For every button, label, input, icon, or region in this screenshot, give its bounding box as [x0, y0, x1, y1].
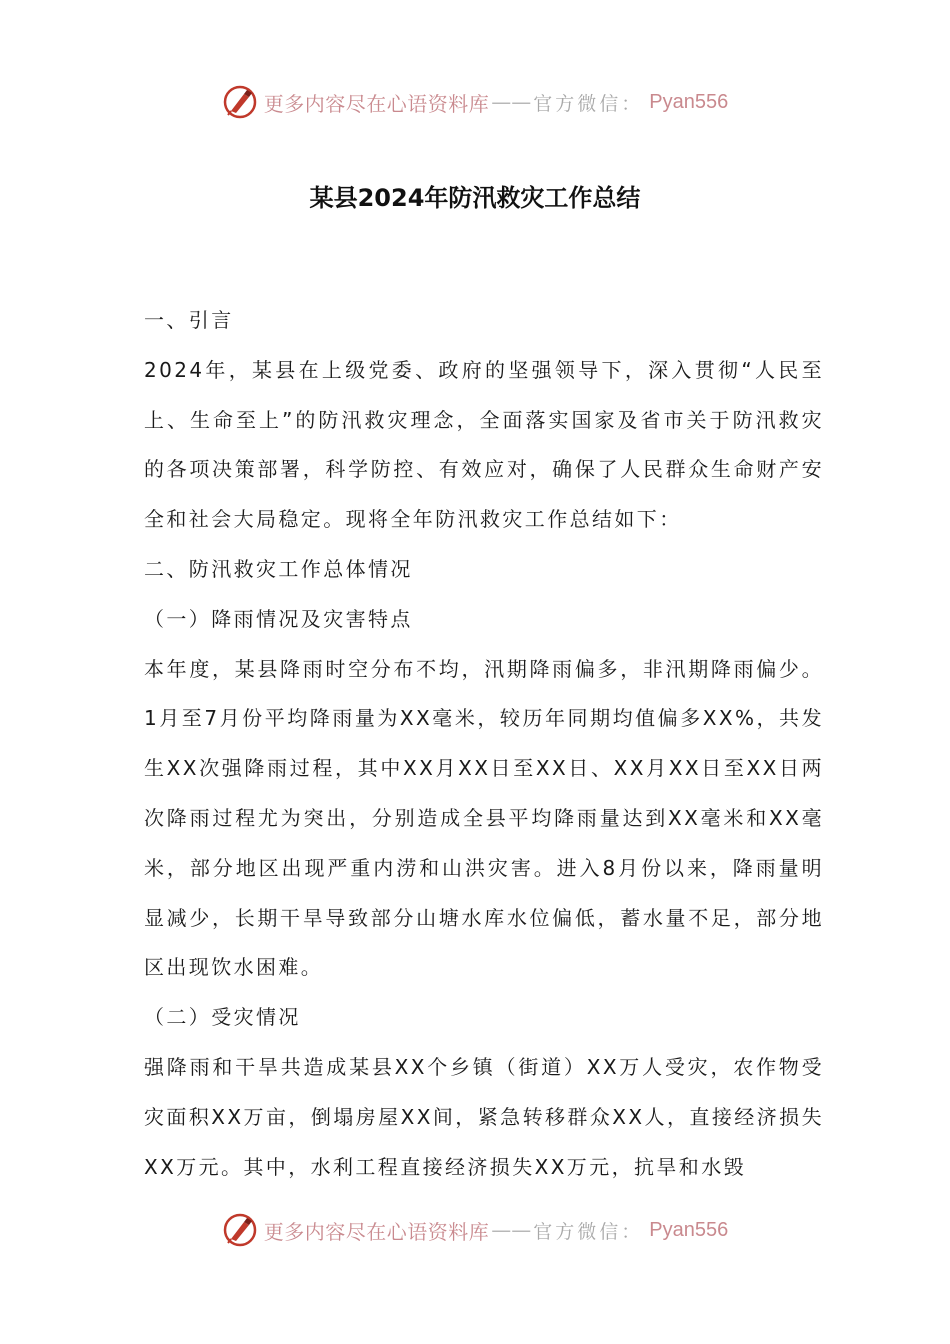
- banner-wechat-label: 官方微信：: [533, 92, 644, 115]
- banner-separator: ——: [491, 1218, 532, 1242]
- banner-brand-text: 更多内容尽在心语资料库: [263, 1219, 490, 1244]
- banner-wechat-id: Pyan556: [649, 90, 729, 113]
- document-body: [144, 296, 824, 1192]
- banner-wechat-id: Pyan556: [649, 1218, 729, 1241]
- banner-separator: ——: [491, 90, 532, 114]
- footer-watermark-banner: [0, 1210, 950, 1250]
- paragraph-damage: 强降雨和干旱共造成某县XX个乡镇（街道）XX万人受灾，农作物受灾面积XX万亩，倒塌房屋XX间，紧急转移群众XX人，直接经济损失XX万元。其中，水利工程直接经济损失XX万元，抗旱和水毁: [144, 1054, 824, 1179]
- pen-nib-logo-icon: [222, 1212, 258, 1248]
- header-watermark-banner: [0, 82, 950, 122]
- banner-brand-text: 更多内容尽在心语资料库: [263, 91, 490, 116]
- paragraph-rainfall: 本年度，某县降雨时空分布不均，汛期降雨偏多，非汛期降雨偏少。1月至7月份平均降雨量为XX毫米，较历年同期均值偏多XX%，共发生XX次强降雨过程，其中XX月XX日至XX日、XX月XX日至XX日两次降雨过程尤为突出，分别造成全县平均降雨量达到XX毫米和XX毫米，部分地区出现严重内涝和山洪灾害。进入8月份以来，降雨量明显减少，长期干旱导致部分山塘水库水位偏低，蓄水量不足，部分地区出现饮水困难。: [144, 656, 824, 980]
- subsection-heading-damage: （二）受灾情况: [144, 1005, 301, 1030]
- banner-wechat-label: 官方微信：: [533, 1220, 644, 1243]
- pen-nib-logo-icon: [222, 84, 258, 120]
- paragraph-intro: 2024年，某县在上级党委、政府的坚强领导下，深入贯彻“人民至上、生命至上”的防汛救灾理念，全面落实国家及省市关于防汛救灾的各项决策部署，科学防控、有效应对，确保了人民群众生命财产安全和社会大局稳定。现将全年防汛救灾工作总结如下：: [144, 357, 824, 532]
- section-heading-intro: 一、引言: [144, 308, 234, 332]
- document-title: 某县2024年防汛救灾工作总结: [309, 184, 641, 212]
- section-heading-overview: 二、防汛救灾工作总体情况: [144, 556, 413, 581]
- subsection-heading-rainfall: （一）降雨情况及灾害特点: [144, 606, 413, 631]
